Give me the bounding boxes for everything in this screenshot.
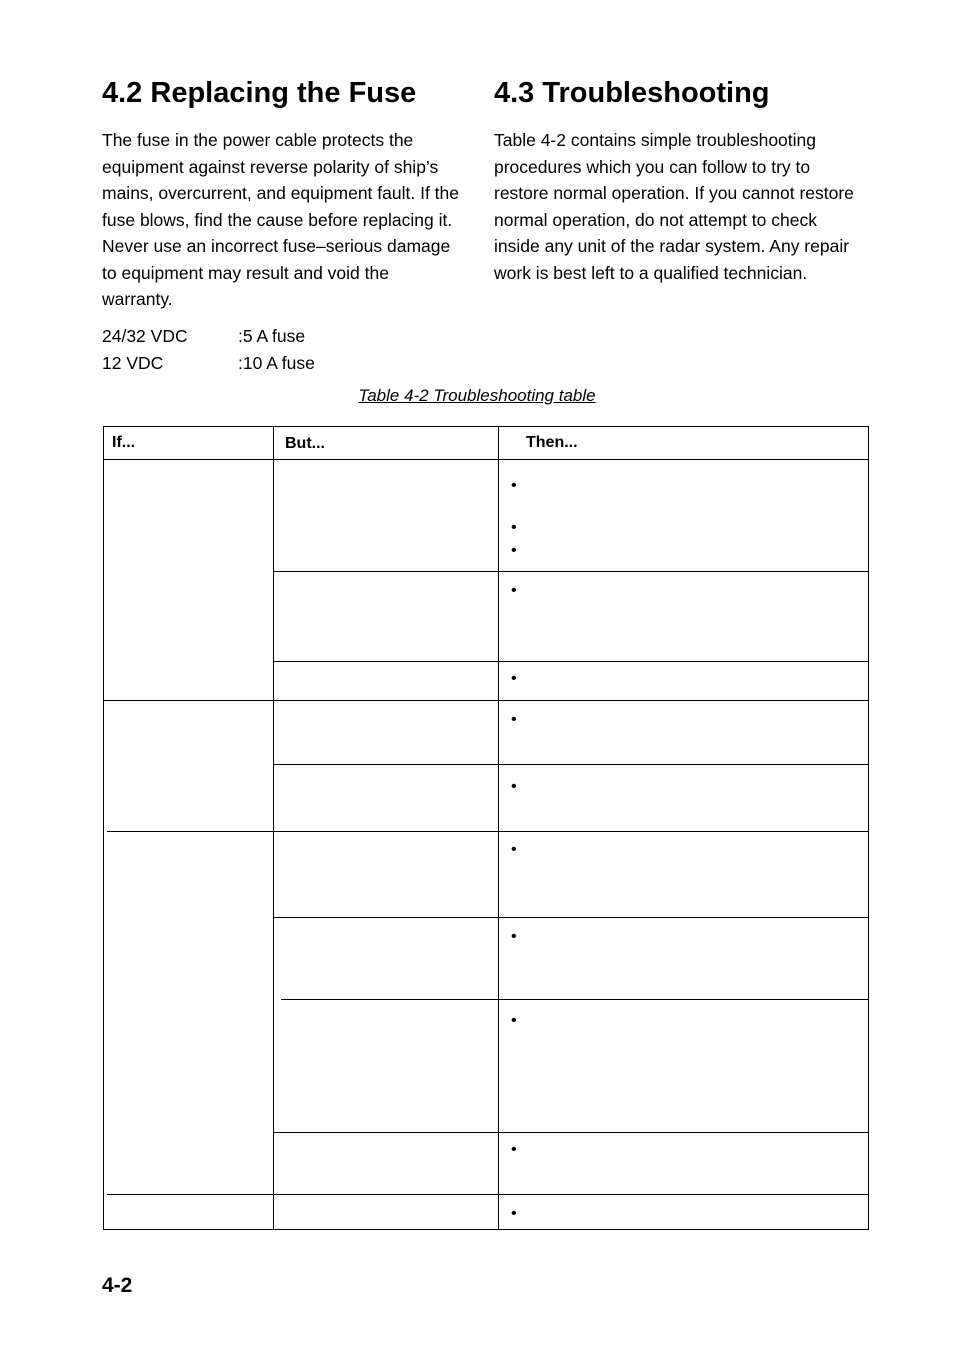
header-divider xyxy=(103,459,869,460)
row-divider xyxy=(103,700,869,701)
subrow-divider xyxy=(273,917,869,918)
table-caption: Table 4-2 Troubleshooting table xyxy=(358,386,596,405)
fuse-paragraph: The fuse in the power cable protects the equipment against reverse polarity of ship’s mains, overcurrent, and equipment fault. If the fuse blows, find the cause before replacing it. Never use an incorrect fuse–serious damage to equipment may result and void the warranty. xyxy=(102,130,459,309)
bullet-icon: • xyxy=(511,542,517,559)
fuse-spec-row xyxy=(102,350,315,377)
bullet-icon: • xyxy=(511,670,517,687)
subrow-divider xyxy=(273,571,869,572)
bullet-icon: • xyxy=(511,711,517,728)
page-number: 4-2 xyxy=(102,1274,133,1297)
column-divider xyxy=(498,426,499,1230)
subrow-divider xyxy=(273,764,869,765)
table-border-right xyxy=(868,426,869,1230)
section-heading-troubleshooting: 4.3 Troubleshooting xyxy=(494,77,770,109)
bullet-icon: • xyxy=(511,928,517,945)
bullet-icon: • xyxy=(511,778,517,795)
subrow-divider xyxy=(273,1132,869,1133)
row-divider xyxy=(107,831,869,832)
header-if: If... xyxy=(112,434,136,451)
header-but: But... xyxy=(285,435,325,452)
fuse-spec-rating: :5 A fuse xyxy=(238,326,306,346)
section-heading-fuse: 4.2 Replacing the Fuse xyxy=(102,77,417,109)
subrow-divider xyxy=(281,999,869,1000)
bullet-icon: • xyxy=(511,519,517,536)
bullet-icon: • xyxy=(511,1012,517,1029)
fuse-spec-rating: :10 A fuse xyxy=(238,353,315,373)
bullet-icon: • xyxy=(511,582,517,599)
bullet-icon: • xyxy=(511,1141,517,1158)
table-border-left xyxy=(103,426,104,1230)
column-divider xyxy=(273,426,274,1230)
table-border-top xyxy=(103,426,869,427)
fuse-spec-voltage: 24/32 VDC xyxy=(102,326,188,346)
fuse-spec-voltage: 12 VDC xyxy=(102,353,164,373)
subrow-divider xyxy=(273,661,869,662)
bullet-icon: • xyxy=(511,1205,517,1222)
fuse-spec-row xyxy=(102,323,305,350)
header-then: Then... xyxy=(526,434,578,451)
bullet-icon: • xyxy=(511,477,517,494)
row-divider xyxy=(107,1194,869,1195)
bullet-icon: • xyxy=(511,841,517,858)
table-border-bottom xyxy=(103,1229,869,1230)
troubleshooting-paragraph: Table 4-2 contains simple troubleshooting procedures which you can follow to try to restore normal operation. If you cannot restore normal operation, do not attempt to check inside any unit of the radar system. Any repair work is best left to a qualified technician. xyxy=(494,130,854,283)
